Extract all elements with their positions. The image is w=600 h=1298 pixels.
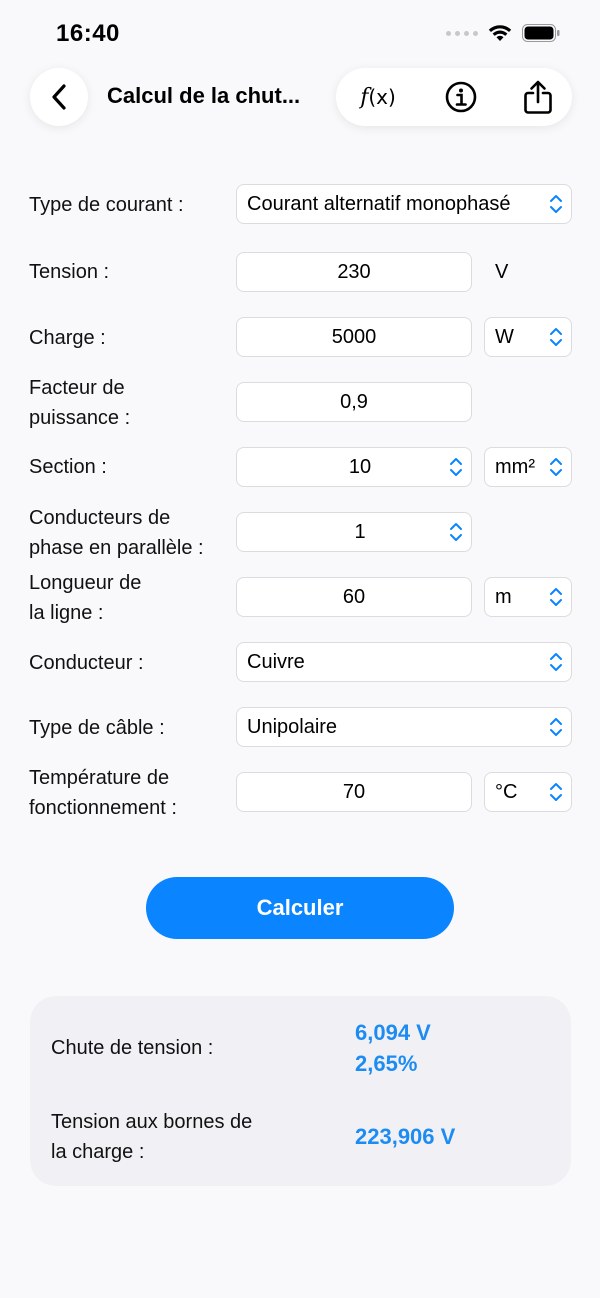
temperature-label-line2: fonctionnement : (29, 797, 177, 819)
power-factor-input[interactable] (236, 382, 472, 422)
conductor-label: Conducteur : (29, 652, 144, 674)
terminal-voltage-label-line2: la charge : (51, 1141, 145, 1163)
formula-button[interactable] (349, 68, 407, 126)
status-icons (446, 24, 560, 42)
chevron-updown-icon (549, 193, 563, 215)
chevron-updown-icon (549, 651, 563, 673)
voltage-value: 230 (337, 260, 371, 283)
load-label: Charge : (29, 327, 106, 349)
status-time: 16:40 (56, 20, 120, 47)
chevron-left-icon (51, 84, 67, 110)
share-icon (523, 79, 553, 115)
length-label-line2: la ligne : (29, 602, 104, 624)
section-select[interactable] (236, 447, 472, 487)
conductor-value: Cuivre (247, 650, 305, 673)
back-button[interactable] (30, 68, 88, 126)
chevron-updown-icon (549, 781, 563, 803)
parallel-label-line2: phase en parallèle : (29, 537, 204, 559)
terminal-voltage-label-line1: Tension aux bornes de (51, 1111, 253, 1133)
length-unit-value: m (495, 585, 512, 608)
power-factor-label-line2: puissance : (29, 407, 131, 429)
section-unit-value: mm² (495, 455, 535, 478)
temperature-input[interactable] (236, 772, 472, 812)
chevron-updown-icon (449, 456, 463, 478)
current-type-label: Type de courant : (29, 194, 184, 216)
section-value: 10 (348, 455, 372, 478)
results-card (30, 996, 571, 1186)
voltage-drop-volts: 6,094 V (355, 1020, 431, 1045)
current-type-value: Courant alternatif monophasé (247, 192, 511, 215)
signal-icon (446, 31, 478, 36)
current-type-select[interactable] (236, 184, 572, 224)
terminal-voltage-label (51, 1107, 252, 1167)
wifi-icon (488, 24, 512, 42)
info-icon (445, 81, 477, 113)
parallel-select[interactable] (236, 512, 472, 552)
voltage-label: Tension : (29, 261, 110, 283)
power-factor-label (29, 373, 130, 433)
function-icon: f(x) (360, 84, 396, 110)
length-label-line1: Longueur de (29, 572, 142, 594)
temperature-label-line1: Température de (29, 767, 170, 789)
chevron-updown-icon (449, 521, 463, 543)
length-value: 60 (342, 585, 366, 608)
nav-actions-group (336, 68, 572, 126)
status-bar (0, 0, 600, 66)
parallel-value: 1 (354, 520, 366, 543)
voltage-unit: V (495, 261, 509, 283)
length-input[interactable] (236, 577, 472, 617)
cable-type-label: Type de câble : (29, 717, 165, 739)
battery-icon (522, 24, 560, 42)
load-value: 5000 (331, 325, 377, 348)
load-unit-select[interactable] (484, 317, 572, 357)
chevron-updown-icon (549, 326, 563, 348)
terminal-voltage-value: 223,906 V (355, 1124, 456, 1149)
cable-type-value: Unipolaire (247, 715, 338, 738)
power-factor-label-line1: Facteur de (29, 377, 125, 399)
chevron-updown-icon (549, 716, 563, 738)
temperature-unit-value: °C (495, 780, 518, 803)
chevron-updown-icon (549, 456, 563, 478)
temperature-unit-select[interactable] (484, 772, 572, 812)
share-button[interactable] (509, 68, 567, 126)
parallel-label (29, 503, 204, 563)
info-button[interactable] (432, 68, 490, 126)
parallel-label-line1: Conducteurs de (29, 507, 171, 529)
power-factor-value: 0,9 (340, 390, 368, 413)
calculate-button[interactable]: Calculer (146, 877, 454, 939)
length-label (29, 568, 141, 628)
load-input[interactable] (236, 317, 472, 357)
cable-type-select[interactable] (236, 707, 572, 747)
page-title: Calcul de la chut... (107, 83, 301, 108)
load-unit-value: W (495, 325, 514, 348)
conductor-select[interactable] (236, 642, 572, 682)
voltage-drop-label: Chute de tension : (51, 1037, 214, 1059)
temperature-value: 70 (342, 780, 366, 803)
voltage-input[interactable] (236, 252, 472, 292)
voltage-drop-percent: 2,65% (355, 1051, 418, 1076)
length-unit-select[interactable] (484, 577, 572, 617)
section-unit-select[interactable] (484, 447, 572, 487)
temperature-label (29, 763, 177, 823)
section-label: Section : (29, 456, 107, 478)
chevron-updown-icon (549, 586, 563, 608)
